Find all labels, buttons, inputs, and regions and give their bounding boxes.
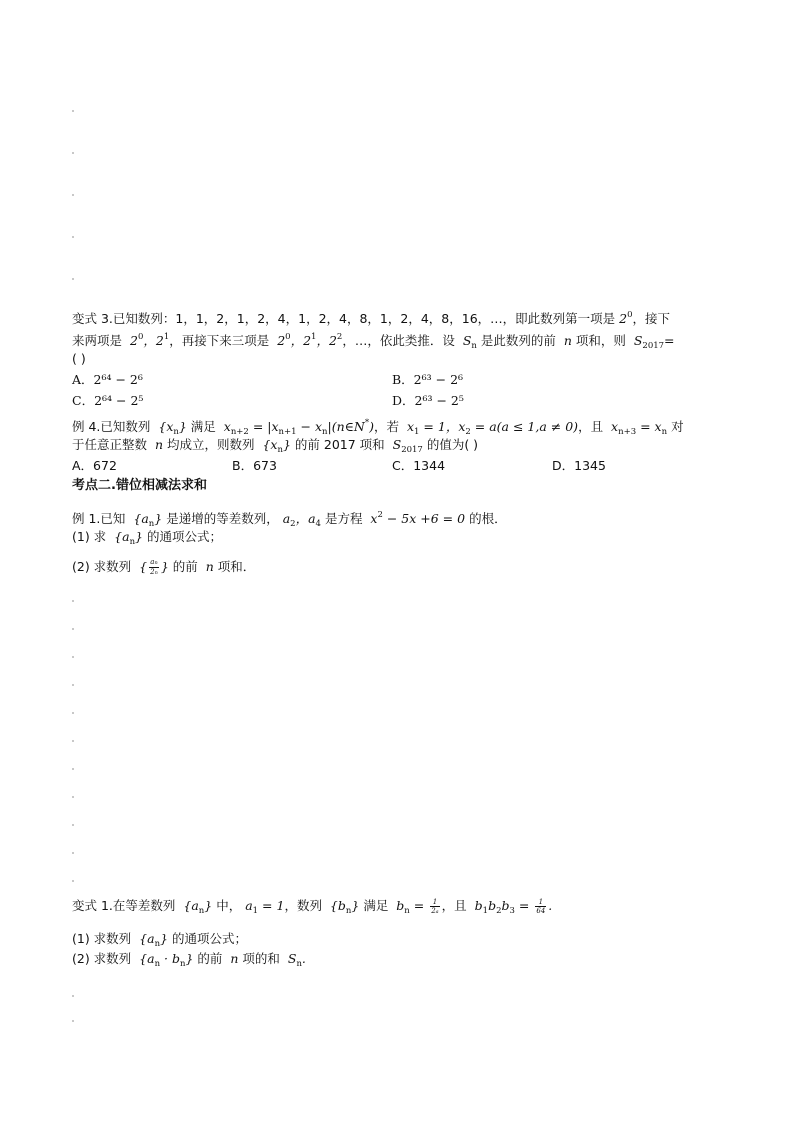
margin-dot <box>72 628 74 630</box>
margin-dot <box>72 852 74 854</box>
variant1-text: 的通项公式； <box>171 931 247 946</box>
margin-dot <box>72 880 74 882</box>
example1-q2 <box>72 558 255 577</box>
example4-option-b[interactable]: B．673 <box>232 458 277 473</box>
example1-text: 的通项公式； <box>146 529 222 544</box>
math-xn-set: $\{x_n\}$ <box>258 437 295 455</box>
example1-text: 例 1.已知 <box>72 511 126 526</box>
math-powers-two: $2^0$，$2^1$ <box>126 332 170 348</box>
math-n: n <box>226 951 243 966</box>
math-an-set: $\{a_n\}$ <box>110 529 147 547</box>
math-xn-set: $\{x_n\}$ <box>154 419 191 437</box>
variant3-line2 <box>72 328 675 355</box>
math-quadratic: $x^2 - 5x +6 = 0$ <box>366 510 470 526</box>
example4-text: 的前 2017 项和 <box>294 437 385 452</box>
variant1-text: ，数列 <box>284 898 322 913</box>
example4-text: ，且 <box>578 419 604 434</box>
example4-text: 对 <box>671 419 684 434</box>
variant3-text: ，再接下来三项是 <box>169 333 270 348</box>
variant3-option-d[interactable]: D．2⁶³ − 2⁵ <box>392 393 464 408</box>
math-an-set: $\{a_n\}$ <box>179 898 217 916</box>
margin-dot <box>72 995 74 997</box>
margin-dot <box>72 768 74 770</box>
math-recurrence: $x_{n+2} = |x_{n+1}$ − $x_n|(n\in N^*)$ <box>219 418 374 437</box>
margin-dot <box>72 152 74 154</box>
example4-option-a[interactable]: A．672 <box>72 458 117 473</box>
margin-dot <box>72 796 74 798</box>
math-initial-values: $x_1 = 1$，$x_2 = a(a \le 1,a \ne 0)$ <box>403 419 579 437</box>
variant3-text: ，…，依此类推．设 <box>342 333 455 348</box>
math-product: $b_1b_2b_3$ = $\frac{1}{64}$ . <box>470 898 553 916</box>
example4-line2 <box>72 436 478 459</box>
margin-dot <box>72 194 74 196</box>
variant1-text: 变式 1.在等差数列 <box>72 898 176 913</box>
margin-dot <box>72 600 74 602</box>
margin-dot <box>72 712 74 714</box>
variant3-option-c[interactable]: C．2⁶⁴ − 2⁵ <box>72 393 144 408</box>
variant1-q2 <box>72 950 306 973</box>
variant3-option-a[interactable]: A．2⁶⁴ − 2⁶ <box>72 372 143 387</box>
example1-text: 的前 <box>172 559 198 574</box>
example4-option-d[interactable]: D．1345 <box>552 458 606 473</box>
math-an-bn-set: $\{a_n \cdot b_n\}$ <box>135 951 198 969</box>
math-a2-a4: $a_2$，$a_4$ <box>282 511 321 529</box>
margin-dot <box>72 110 74 112</box>
example4-text: 例 4.已知数列 <box>72 419 151 434</box>
example1-text: 项和． <box>217 559 256 574</box>
variant3-line3: ( ) <box>72 351 86 366</box>
example4-text: ，若 <box>374 419 400 434</box>
math-an-set: $\{a_n\}$ <box>129 511 167 529</box>
math-S2017: $S_{2017}=$ <box>629 333 675 351</box>
example4-text: 的值为( ) <box>426 437 479 452</box>
math-an-over-2n: { $\frac{an}{2n}$ } <box>135 558 173 576</box>
section2-heading: 考点二.错位相减法求和 <box>72 478 207 493</box>
margin-dot <box>72 684 74 686</box>
margin-dot <box>72 278 74 280</box>
example1-text: 的根． <box>469 511 507 526</box>
math-periodic: $x_{n+3} = x_n$ <box>607 419 668 437</box>
margin-dot <box>72 1020 74 1022</box>
example4-text: 满足 <box>190 419 216 434</box>
variant3-text: 变式 3.已知数列：1，1，2，1，2，4，1，2，4，8，1，2，4，8，16，…，即此数列第一项是 <box>72 311 616 326</box>
variant3-option-b[interactable]: B．2⁶³ − 2⁶ <box>392 372 464 387</box>
example1-q1 <box>72 528 222 551</box>
margin-dot <box>72 740 74 742</box>
math-n: n <box>151 437 167 452</box>
example4-text: 均成立，则数列 <box>167 437 255 452</box>
variant1-text: 满足 <box>363 898 389 913</box>
variant1-text: (2) 求数列 <box>72 951 132 966</box>
math-powers-three: $2^0$，$2^1$，$2^2$ <box>273 332 343 348</box>
math-n: n <box>559 333 576 348</box>
math-Sn: $S_n$. <box>283 951 306 969</box>
example1-text: (2) 求数列 <box>72 559 132 574</box>
margin-dot <box>72 656 74 658</box>
variant1-text: 的前 <box>197 951 223 966</box>
variant3-text: ，接下 <box>632 311 671 326</box>
math-a1: $a_1 = 1$ <box>245 898 285 916</box>
example4-option-c[interactable]: C．1344 <box>392 458 446 473</box>
math-2pow0: $2^0$ <box>619 310 633 326</box>
variant1-line1 <box>72 897 552 920</box>
math-Sn: $S_n$ <box>458 333 477 351</box>
math-bn-formula: $b_n$ = $\frac{1}{2a}$ <box>392 897 439 916</box>
example1-text: (1) 求 <box>72 529 107 544</box>
example4-text: 于任意正整数 <box>72 437 148 452</box>
margin-dot <box>72 236 74 238</box>
variant3-text: 项和，则 <box>575 333 626 348</box>
variant1-text: 项的和 <box>242 951 280 966</box>
variant1-text: 中， <box>216 898 242 913</box>
variant1-text: ，且 <box>441 898 467 913</box>
variant1-text: (1) 求数列 <box>72 931 132 946</box>
variant3-text: 是此数列的前 <box>480 333 556 348</box>
example1-text: 是递增的等差数列， <box>166 511 279 526</box>
math-S2017: $S_{2017}$ <box>388 437 423 455</box>
math-n: n <box>201 559 218 574</box>
math-an-set: $\{a_n\}$ <box>135 931 172 949</box>
variant3-text: 来两项是 <box>72 333 123 348</box>
example1-text: 是方程 <box>324 511 363 526</box>
margin-dot <box>72 824 74 826</box>
math-bn-set: $\{b_n\}$ <box>325 898 364 916</box>
variant3-line1 <box>72 306 670 328</box>
